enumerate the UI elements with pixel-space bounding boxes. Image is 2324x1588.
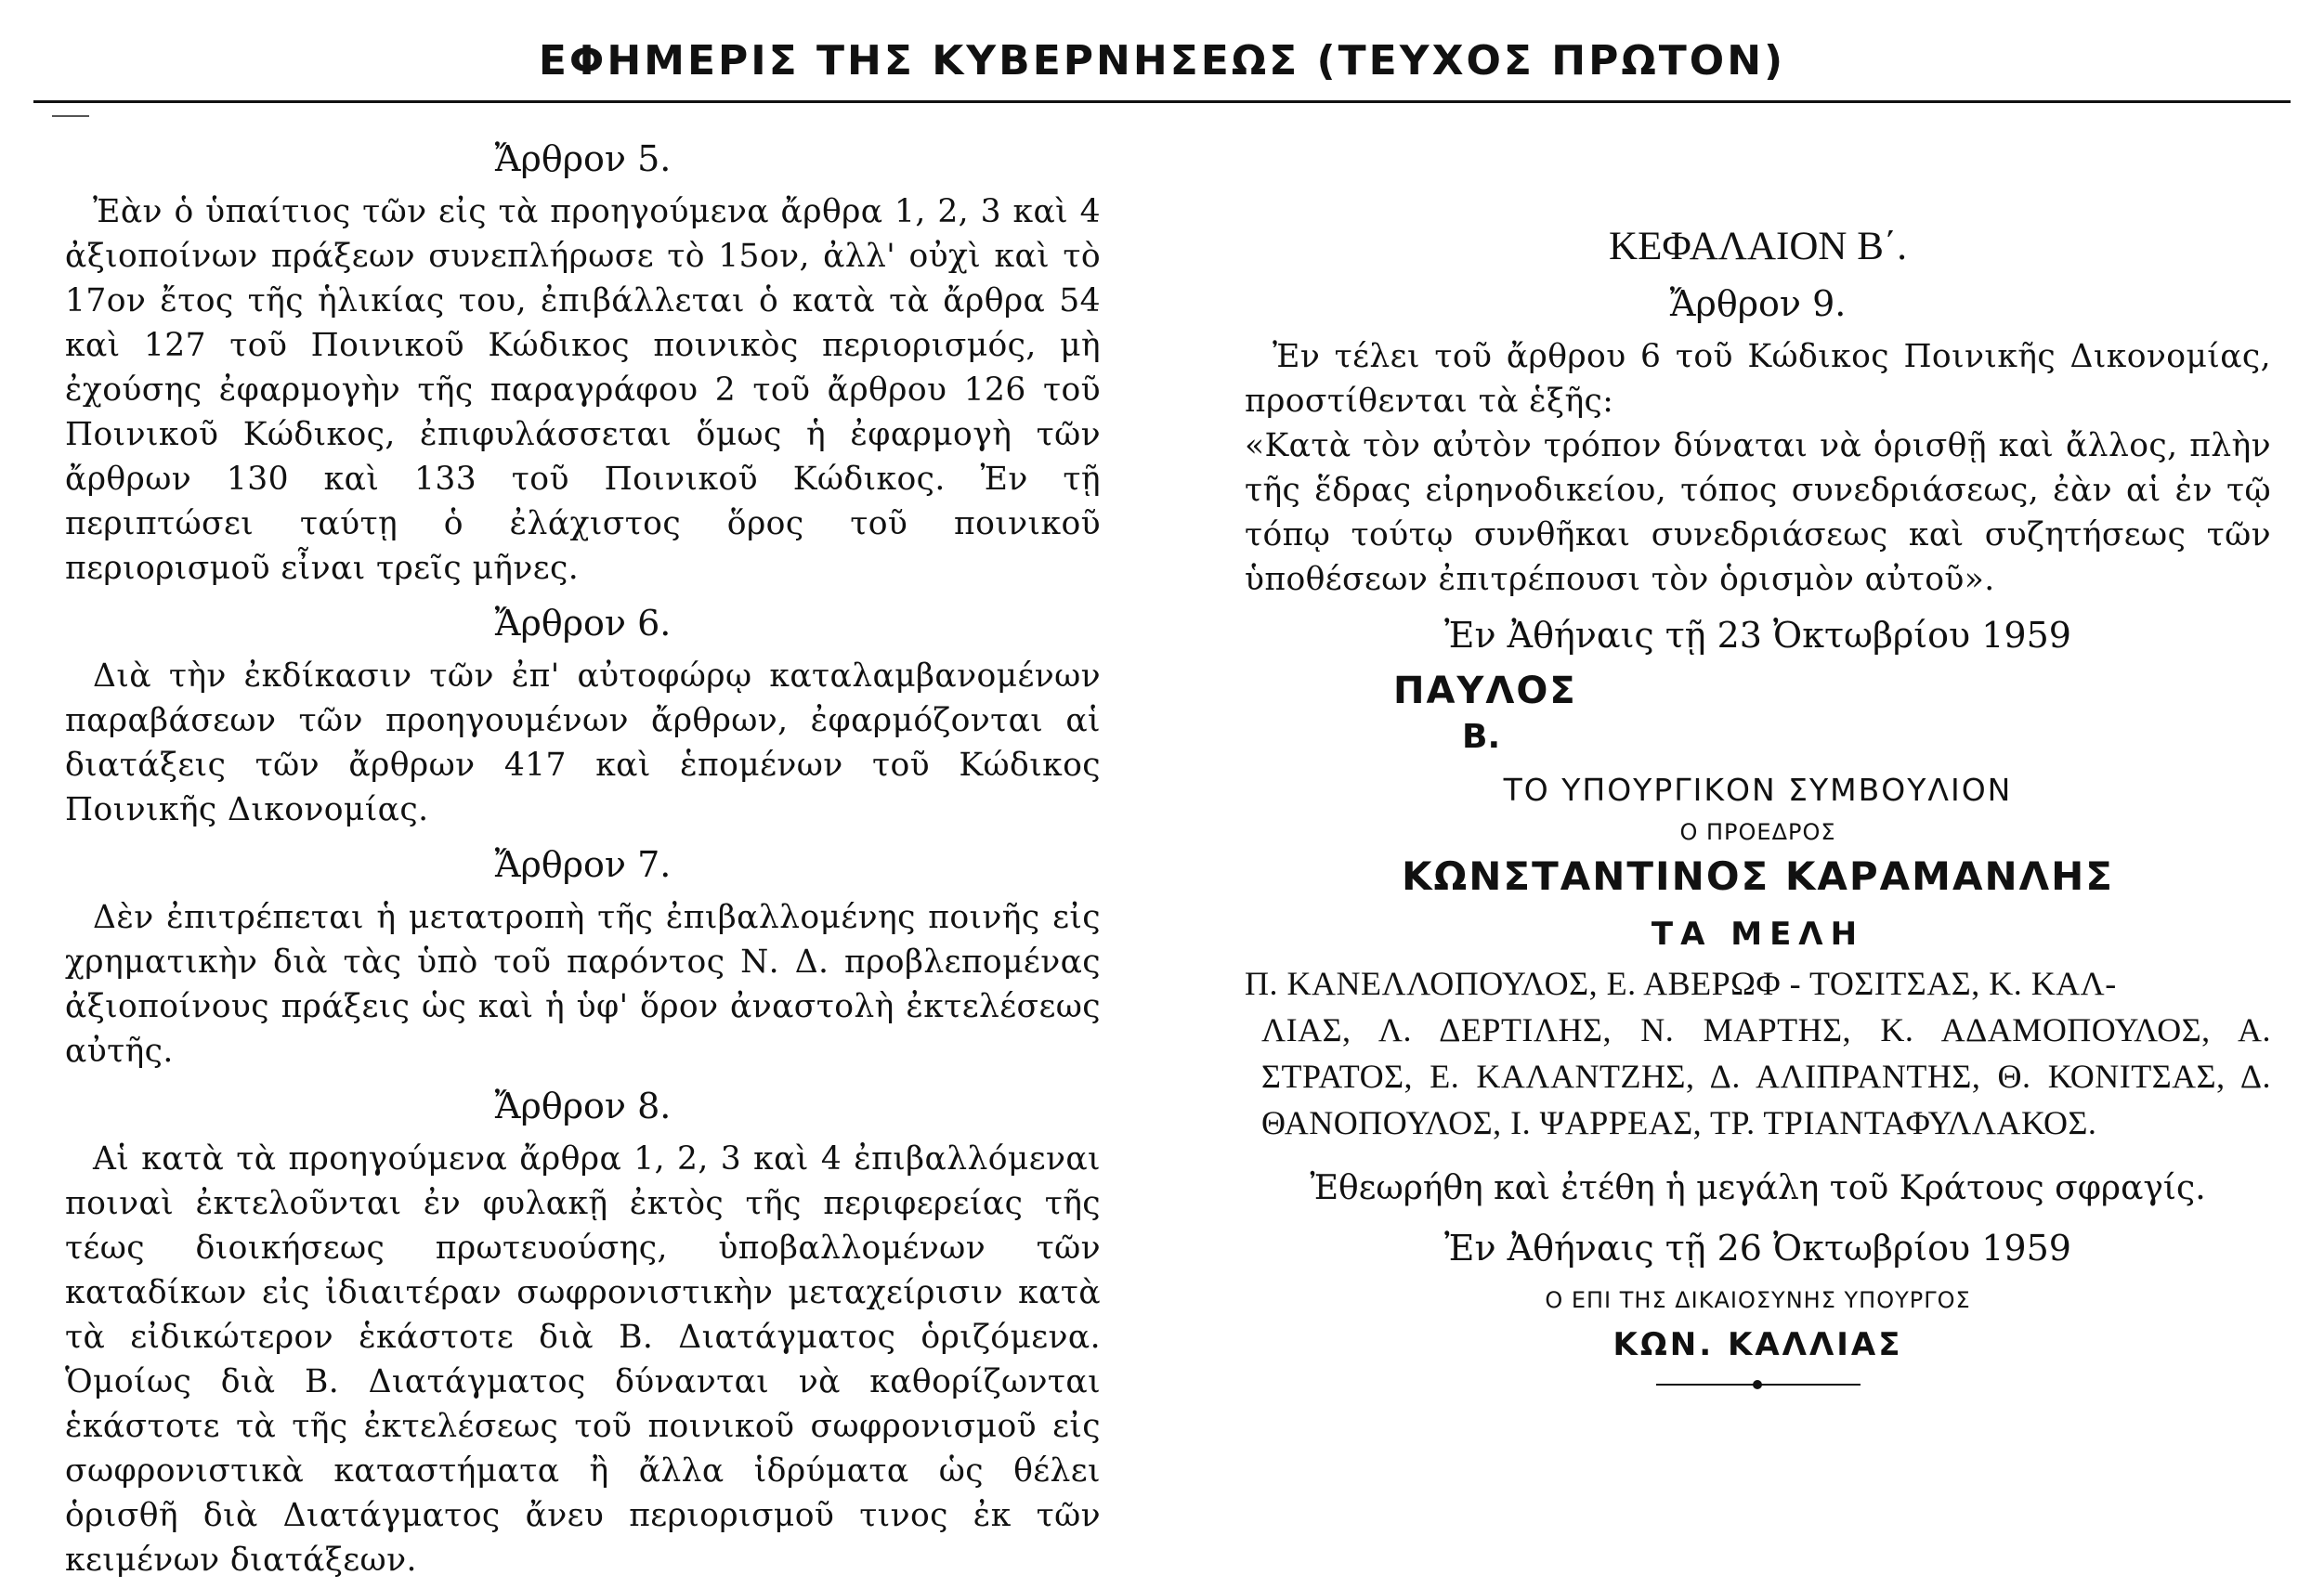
minister-name: ΚΩΝ. ΚΑΛΛΙΑΣ bbox=[1612, 1326, 1903, 1363]
members-list: ΛΙΑΣ, Λ. ΔΕΡΤΙΛΗΣ, Ν. ΜΑΡΤΗΣ, Κ. ΑΔΑΜΟΠΟΥΛΟΣ, Α. ΣΤΡΑΤΟΣ, Ε. ΚΑΛΑΝΤΖΗΣ, Δ. ΑΛΙΠΡΑΝΤΗΣ, Θ. ΚΟΝΙΤΣΑΣ, Δ. ΘΑΝΟΠΟΥΛΟΣ, Ι. ΨΑΡΡΕΑΣ, ΤΡ. ΤΡΙΑΝΤΑΦΥΛΛΑΚΟΣ. bbox=[1261, 1011, 2271, 1141]
article-9-quote: «Κατὰ τὸν αὐτὸν τρόπον δύναται νὰ ὁρισθῇ καὶ ἄλλος, πλὴν τῆς ἕδρας εἰρηνοδικείου, τόπος συνεδριάσεως, ἐὰν αἱ ἐν τῷ τόπῳ τούτῳ συνθῆκαι συνεδριάσεως καὶ συζητήσεως τῶν ὑποθέσεων ἐπιτρέπουσι τὸν ὁρισμὸν αὐτοῦ». bbox=[1245, 427, 2271, 598]
article-8-text: Αἱ κατὰ τὰ προηγούμενα ἄρθρα 1, 2, 3 καὶ 4 ἐπιβαλλόμεναι ποιναὶ ἐκτελοῦνται ἐν φυλακῇ ἐκτὸς τῆς περιφερείας τῆς τέως διοικήσεως πρωτευούσης, ὑποβαλλομένων τῶν καταδίκων εἰς ἰδιαιτέραν σωφρονιστικὴν μεταχείρισιν κατὰ τὰ εἰδικώτερον ἑκάστοτε διὰ Β. Διατάγματος ὁριζόμενα. Ὁμοίως διὰ Β. Διατάγματος δύνανται νὰ καθορίζωνται ἑκάστοτε τὰ τῆς ἐκτελέσεως τοῦ ποινικοῦ σωφρονισμοῦ εἰς σωφρονιστικὰ καταστήματα ἢ ἄλλα ἱδρύματα ὡς θέλει ὁρισθῆ διὰ Διατάγματος ἄνευ περιορισμοῦ τινος ἐκ τῶν κειμένων διατάξεων. bbox=[65, 1140, 1101, 1579]
end-ornament-dot bbox=[1753, 1380, 1762, 1389]
left-column bbox=[65, 130, 1101, 1588]
chapter-heading: ΚΕΦΑΛΑΙΟΝ Β΄. bbox=[1609, 225, 1907, 268]
article-7-heading: Ἄρθρον 7. bbox=[494, 844, 672, 885]
page-title: ΕΦΗΜΕΡΙΣ ΤΗΣ ΚΥΒΕΡΝΗΣΕΩΣ (ΤΕΥΧΟΣ ΠΡΩΤΟΝ) bbox=[538, 37, 1786, 85]
margin-mark bbox=[52, 115, 89, 117]
king-signature-name: ΠΑΥΛΟΣ bbox=[1393, 670, 1577, 712]
minister-label: Ο ΕΠΙ ΤΗΣ ΔΙΚΑΙΟΣΥΝΗΣ ΥΠΟΥΡΓΟΣ bbox=[1545, 1287, 1971, 1313]
article-5-heading: Ἄρθρον 5. bbox=[494, 138, 672, 179]
article-9-heading: Ἄρθρον 9. bbox=[1669, 283, 1847, 324]
article-5-text: Ἐὰν ὁ ὑπαίτιος τῶν εἰς τὰ προηγούμενα ἄρθρα 1, 2, 3 καὶ 4 ἀξιοποίνων πράξεων συνεπλήρωσε τὸ 15ον, ἀλλ' οὐχὶ καὶ τὸ 17ον ἔτος τῆς ἡλικίας του, ἐπιβάλλεται ὁ κατὰ τὰ ἄρθρα 54 καὶ 127 τοῦ Ποινικοῦ Κώδικος ποινικὸς περιορισμός, μὴ ἐχούσης ἐφαρμογὴν τῆς παραγράφου 2 τοῦ ἄρθρου 126 τοῦ Ποινικοῦ Κώδικος, ἐπιφυλάσσεται ὅμως ἡ ἐφαρμογὴ τῶν ἄρθρων 130 καὶ 133 τοῦ Ποινικοῦ Κώδικος. Ἐν τῇ περιπτώσει ταύτῃ ὁ ἐλάχιστος ὅρος τοῦ ποινικοῦ περιορισμοῦ εἶναι τρεῖς μῆνες. bbox=[65, 193, 1101, 587]
article-9-text: Ἐν τέλει τοῦ ἄρθρου 6 τοῦ Κώδικος Ποινικῆς Δικονομίας, προστίθενται τὰ ἑξῆς: bbox=[1245, 338, 2271, 420]
members-label: ΤΑ ΜΕΛΗ bbox=[1651, 916, 1865, 953]
end-ornament bbox=[1656, 1380, 1861, 1389]
article-7-text: Δὲν ἐπιτρέπεται ἡ μετατροπὴ τῆς ἐπιβαλλομένης ποινῆς εἰς χρηματικὴν διὰ τὰς ὑπὸ τοῦ παρόντος Ν. Δ. προβλεπομένας ἀξιοποίνους πράξεις ὡς καὶ ἡ ὑφ' ὅρον ἀναστολὴ ἐκτελέσεως αὐτῆς. bbox=[65, 899, 1101, 1070]
president-name: ΚΩΝΣΤΑΝΤΙΝΟΣ ΚΑΡΑΜΑΝΛΗΣ bbox=[1402, 853, 2114, 899]
header-rule bbox=[33, 100, 2291, 103]
members-list-first-line: Π. ΚΑΝΕΛΛΟΠΟΥΛΟΣ, Ε. ΑΒΕΡΩΦ - ΤΟΣΙΤΣΑΣ, Κ. ΚΑΛ- bbox=[1245, 965, 2117, 1002]
article-6-heading: Ἄρθρον 6. bbox=[494, 603, 672, 644]
article-8-heading: Ἄρθρον 8. bbox=[494, 1086, 672, 1126]
president-label: Ο ΠΡΟΕΔΡΟΣ bbox=[1679, 819, 1836, 845]
decree-date: Ἐν Ἀθήναις τῇ 23 Ὀκτωβρίου 1959 bbox=[1444, 615, 2071, 656]
article-6-text: Διὰ τὴν ἐκδίκασιν τῶν ἐπ' αὐτοφώρῳ καταλαμβανομένων παραβάσεων τῶν προηγουμένων ἄρθρων, ἐφαρμόζονται αἱ διατάξεις τῶν ἄρθρων 417 καὶ ἑπομένων τοῦ Κώδικος Ποινικῆς Δικονομίας. bbox=[65, 657, 1101, 828]
king-signature-title: Β. bbox=[1462, 718, 1501, 756]
right-column bbox=[1245, 130, 2271, 1389]
council-title: ΤΟ ΥΠΟΥΡΓΙΚΟΝ ΣΥΜΒΟΥΛΙΟΝ bbox=[1503, 772, 2013, 808]
seal-statement: Ἐθεωρήθη καὶ ἐτέθη ἡ μεγάλη τοῦ Κράτους σφραγίς. bbox=[1310, 1169, 2206, 1207]
seal-date: Ἐν Ἀθήναις τῇ 26 Ὀκτωβρίου 1959 bbox=[1444, 1228, 2071, 1269]
